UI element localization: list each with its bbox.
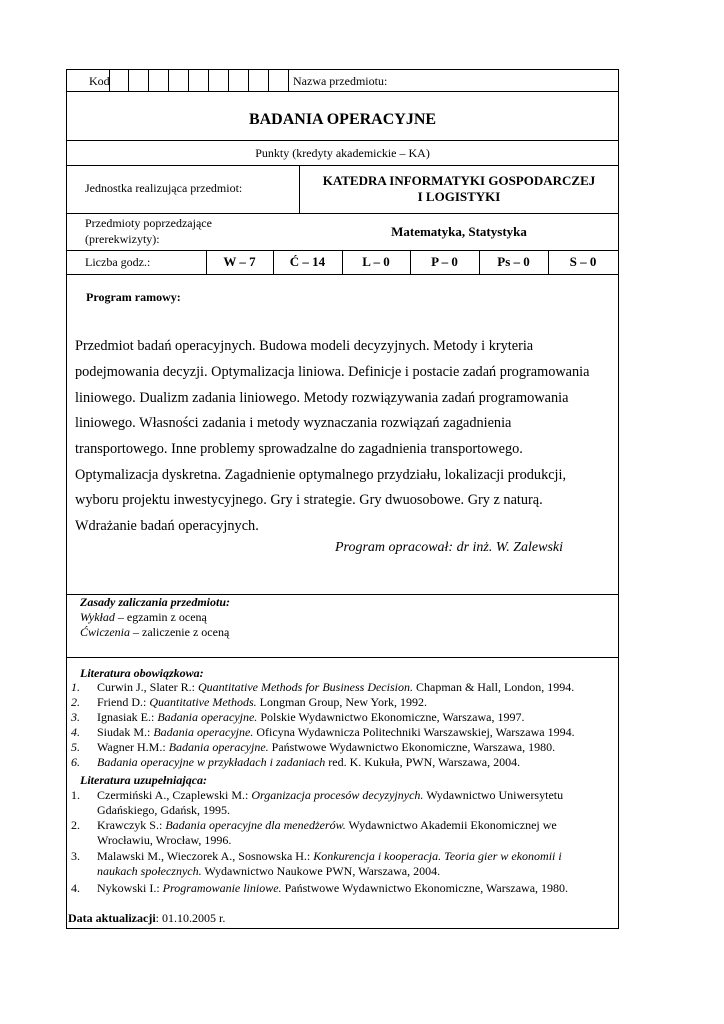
- literature-item-title: Badania operacyjne.: [168, 740, 269, 754]
- literature-item-publisher: Państwowe Wydawnictwo Ekonomiczne, Warszawa, 1980.: [268, 740, 556, 754]
- prerequisites-label-line1: Przedmioty poprzedzające: [85, 216, 212, 230]
- literature-item-number: 3.: [71, 710, 80, 724]
- literature-item-author: Malawski M., Wieczorek A., Sosnowska H.:: [97, 849, 314, 863]
- literature-item-number: 2.: [71, 818, 80, 832]
- kod-box: [189, 70, 209, 91]
- literatura-uzupelniajaca-heading: Literatura uzupełniająca:: [80, 773, 208, 787]
- literature-item-number: 3.: [71, 849, 80, 863]
- program-line: Przedmiot badań operacyjnych. Budowa modeli decyzyjnych. Metody i kryteria: [75, 338, 534, 354]
- literature-item-author: Friend D.:: [97, 695, 150, 709]
- program-line: liniowego. Własności zadania i metody wyznaczania rozwiązań zagadnienia: [75, 415, 512, 431]
- literature-item-author: Czermiński A., Czaplewski M.:: [97, 788, 252, 802]
- program-line: wyboru projektu inwestycyjnego. Gry i strategie. Gry dwuosobowe. Gry z naturą.: [75, 492, 543, 508]
- literature-item-publisher-cont: Wrocławiu, Wrocław, 1996.: [97, 833, 232, 847]
- kod-box: [249, 70, 269, 91]
- kod-box: [169, 70, 189, 91]
- kod-box: [129, 70, 149, 91]
- literature-item: [71, 725, 575, 740]
- wyklad-label: Wykład: [80, 610, 115, 624]
- literature-item: [71, 818, 557, 848]
- hours-project: P – 0: [431, 254, 458, 269]
- kod-box: [229, 70, 249, 91]
- prerequisites-value: Matematyka, Statystyka: [391, 224, 527, 239]
- literature-item-number: 6.: [71, 755, 80, 769]
- jednostka-line2: I LOGISTYKI: [417, 189, 501, 204]
- divider: [67, 165, 618, 166]
- jednostka-label: Jednostka realizująca przedmiot:: [85, 181, 243, 195]
- program-author: Program opracował: dr inż. W. Zalewski: [335, 540, 564, 555]
- literature-item-title: Badania operacyjne dla menedżerów.: [165, 818, 346, 832]
- literature-item-author: Wagner H.M.:: [97, 740, 169, 754]
- divider: [67, 274, 618, 275]
- program-line: transportowego. Inne problemy sprowadzalne do zagadnienia transportowego.: [75, 441, 523, 457]
- zasady-cwiczenia: [80, 625, 229, 640]
- hours-seminar: S – 0: [569, 254, 597, 269]
- literature-item-publisher-cont: Gdańskiego, Gdańsk, 1995.: [97, 803, 230, 817]
- literature-item-title: Konkurencja i kooperacja. Teoria gier w ekonomii i: [313, 849, 562, 863]
- cwiczenia-value: – zaliczenie z oceną: [130, 625, 230, 639]
- hours-label: Liczba godz.:: [85, 255, 151, 269]
- divider: [67, 140, 618, 141]
- course-title: BADANIA OPERACYJNE: [248, 111, 437, 128]
- literature-item-title: Badania operacyjne.: [157, 710, 258, 724]
- program-line: Wdrażanie badań operacyjnych.: [75, 518, 259, 534]
- zasady-wyklad: [80, 610, 207, 625]
- literature-item-title: Badania operacyjne.: [153, 725, 254, 739]
- literature-item-title: Organizacja procesów decyzyjnych.: [251, 788, 424, 802]
- literature-item-publisher: Chapman & Hall, London, 1994.: [412, 680, 575, 694]
- course-card: [66, 69, 619, 929]
- nazwa-label: Nazwa przedmiotu:: [293, 74, 388, 88]
- literature-item: [71, 755, 520, 770]
- kod-box: [269, 70, 289, 91]
- cwiczenia-label: Ćwiczenia: [80, 625, 130, 639]
- literature-item: [71, 740, 555, 755]
- literature-item: [71, 849, 562, 879]
- literature-item-title: Programowanie liniowe.: [162, 881, 282, 895]
- program-heading: Program ramowy:: [86, 290, 181, 304]
- literature-item-publisher-cont: Wydawnictwo Naukowe PWN, Warszawa, 2004.: [201, 864, 441, 878]
- kod-box: [109, 70, 129, 91]
- literature-item-number: 4.: [71, 725, 80, 739]
- literature-item: [71, 710, 524, 725]
- literature-item-publisher: Wydawnictwo Uniwersytetu: [423, 788, 564, 802]
- hours-exercises: Ć – 14: [289, 254, 326, 269]
- program-line: podejmowania decyzji. Optymalizacja liniowa. Definicje i postacie zadań programowania: [75, 364, 590, 380]
- literature-item-publisher: Państwowe Wydawnictwo Ekonomiczne, Warszawa, 1980.: [281, 881, 569, 895]
- literature-item-title: Quantitative Methods for Business Decision.: [198, 680, 413, 694]
- kod-box: [149, 70, 169, 91]
- zasady-heading: Zasady zaliczania przedmiotu:: [80, 595, 231, 609]
- punkty-label: Punkty (kredyty akademickie – KA): [255, 146, 430, 160]
- literature-item-author: Nykowski I.:: [97, 881, 163, 895]
- literature-item-title: Badania operacyjne w przykładach i zadaniach: [97, 755, 326, 769]
- literature-item-number: 4.: [71, 881, 80, 895]
- literature-item: [71, 680, 574, 695]
- kod-box-edge: [109, 70, 110, 91]
- literature-item-number: 2.: [71, 695, 80, 709]
- literature-item-author: Ignasiak E.:: [97, 710, 158, 724]
- hours-ps: Ps – 0: [497, 254, 530, 269]
- literature-item: [71, 695, 427, 710]
- literature-item-publisher: Oficyna Wydawnicza Politechniki Warszawskiej, Warszawa 1994.: [253, 725, 575, 739]
- literature-item-publisher: Wydawnictwo Akademii Ekonomicznej we: [345, 818, 557, 832]
- update-date-label: Data aktualizacji: [68, 911, 156, 925]
- literature-item-title: Quantitative Methods.: [149, 695, 257, 709]
- literature-item-publisher: red. K. Kukuła, PWN, Warszawa, 2004.: [325, 755, 521, 769]
- divider: [67, 213, 618, 214]
- literature-item-number: 5.: [71, 740, 80, 754]
- hours-lecture: W – 7: [223, 254, 256, 269]
- literature-item-number: 1.: [71, 680, 80, 694]
- divider: [67, 91, 618, 92]
- literature-item: [71, 788, 563, 818]
- kod-box: [209, 70, 229, 91]
- program-line: liniowego. Dualizm zadania liniowego. Metody rozwiązywania zadań programowania: [75, 390, 569, 406]
- literature-item-author: Krawczyk S.:: [97, 818, 166, 832]
- literature-item-author: Siudak M.:: [97, 725, 154, 739]
- update-date-value: : 01.10.2005 r.: [155, 911, 226, 925]
- literature-item-author: Curwin J., Slater R.:: [97, 680, 198, 694]
- kod-label: Kod: [89, 74, 110, 88]
- literature-item: [71, 881, 568, 896]
- jednostka-line1: KATEDRA INFORMATYKI GOSPODARCZEJ: [322, 173, 596, 188]
- literatura-obowiazkowa-heading: Literatura obowiązkowa:: [80, 666, 204, 680]
- prerequisites-label-line2: (prerekwizyty):: [85, 232, 160, 246]
- literature-item-number: 1.: [71, 788, 80, 802]
- wyklad-value: – egzamin z oceną: [114, 610, 207, 624]
- literature-item-publisher: Longman Group, New York, 1992.: [256, 695, 427, 709]
- literature-item-publisher: Polskie Wydawnictwo Ekonomiczne, Warszawa, 1997.: [257, 710, 525, 724]
- literature-item-title-cont: naukach społecznych.: [97, 864, 202, 878]
- hours-lab: L – 0: [362, 254, 390, 269]
- program-line: Optymalizacja dyskretna. Zagadnienie optymalnego przydziału, lokalizacji produkcji,: [75, 467, 567, 483]
- update-date: [68, 911, 225, 926]
- divider: [67, 657, 618, 658]
